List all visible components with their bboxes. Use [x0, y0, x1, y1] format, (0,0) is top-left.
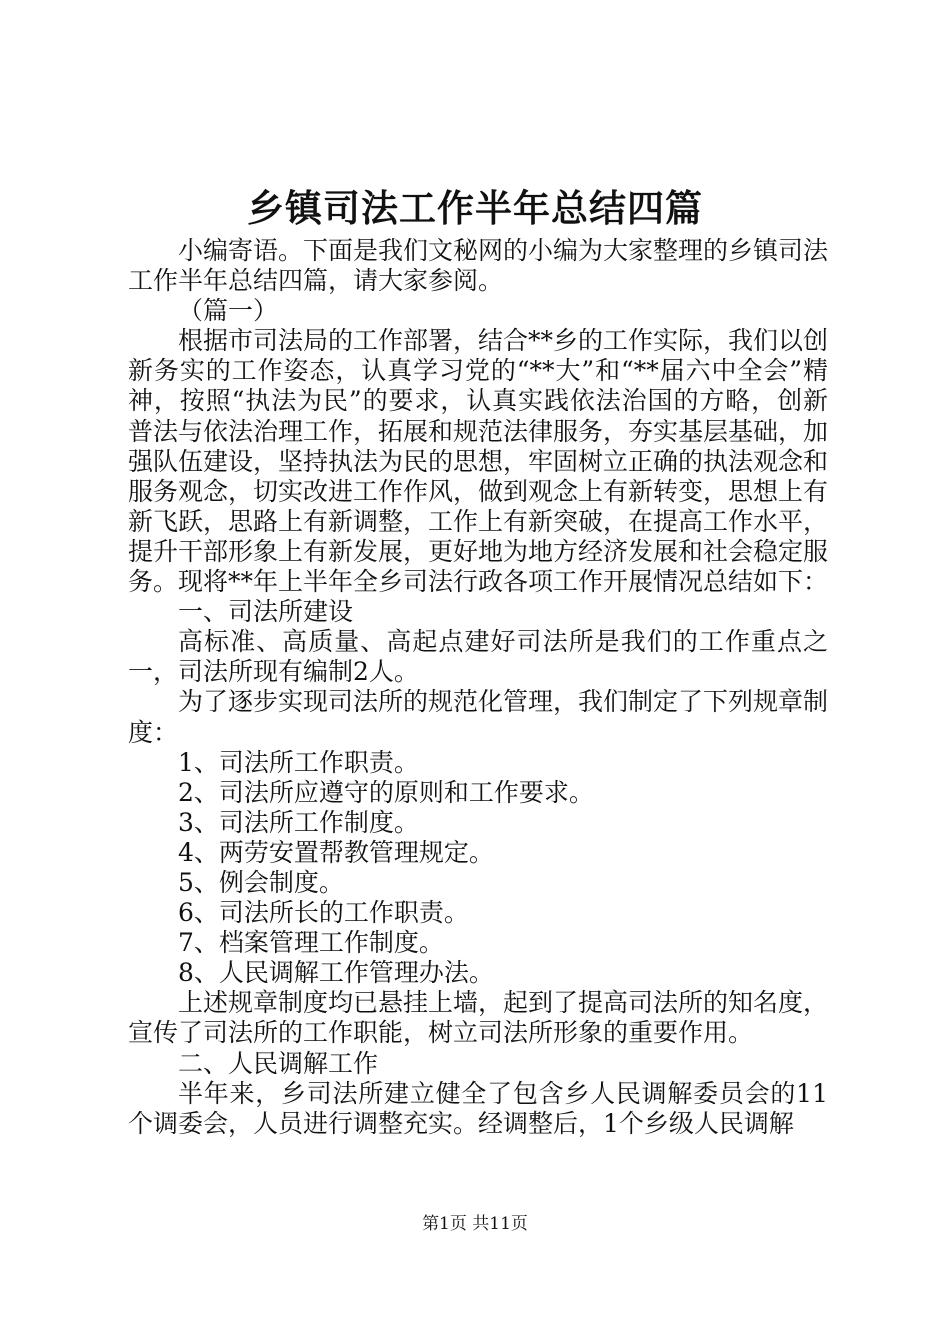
page-footer: 第1页 共11页: [422, 1214, 528, 1234]
section-heading: 二、人民调解工作: [178, 1048, 379, 1078]
paragraph: 为了逐步实现司法所的规范化管理，我们制定了下列规章制度：: [128, 687, 829, 747]
list-item: 4、两劳安置帮教管理规定。: [178, 837, 494, 867]
list-item: 6、司法所长的工作职责。: [178, 898, 469, 928]
paragraph: 根据市司法局的工作部署，结合**乡的工作实际，我们以创新务实的工作姿态，认真学习党的“**大”和“**届六中全会”精神，按照“执法为民”的要求，认真实践依法治国的方略，创新普法与依法治理工作，拓展和规范法律服务，夯实基层基础，加强队伍建设，坚持执法为民的思想，牢固树立正确的执法观念和服务观念，切实改进工作作风，做到观念上有新转变，思想上有新飞跃，思路上有新调整，工作上有新突破，在提高工作水平，提升干部形象上有新发展，更好地为地方经济发展和社会稳定服务。现将**年上半年全乡司法行政各项工作开展情况总结如下：: [128, 326, 829, 597]
paragraph: 半年来，乡司法所建立健全了包含乡人民调解委员会的11个调委会，人员进行调整充实。经调整后，1个乡级人民调解: [128, 1078, 828, 1138]
list-item: 2、司法所应遵守的原则和工作要求。: [178, 777, 594, 807]
document-body: [128, 236, 828, 1139]
paragraph: （篇一）: [178, 296, 279, 326]
document-title: 乡镇司法工作半年总结四篇: [247, 186, 703, 230]
paragraph: 小编寄语。下面是我们文秘网的小编为大家整理的乡镇司法工作半年总结四篇，请大家参阅。: [128, 236, 829, 296]
list-item: 5、例会制度。: [178, 867, 344, 897]
paragraph: 上述规章制度均已悬挂上墙，起到了提高司法所的知名度，宣传了司法所的工作职能，树立司法所形象的重要作用。: [128, 988, 829, 1048]
paragraph: 高标准、高质量、高起点建好司法所是我们的工作重点之一，司法所现有编制2人。: [128, 627, 828, 687]
list-item: 8、人民调解工作管理办法。: [178, 958, 494, 988]
list-item: 3、司法所工作制度。: [178, 807, 419, 837]
list-item: 7、档案管理工作制度。: [178, 928, 444, 958]
section-heading: 一、司法所建设: [178, 597, 354, 627]
list-item: 1、司法所工作职责。: [178, 747, 419, 777]
